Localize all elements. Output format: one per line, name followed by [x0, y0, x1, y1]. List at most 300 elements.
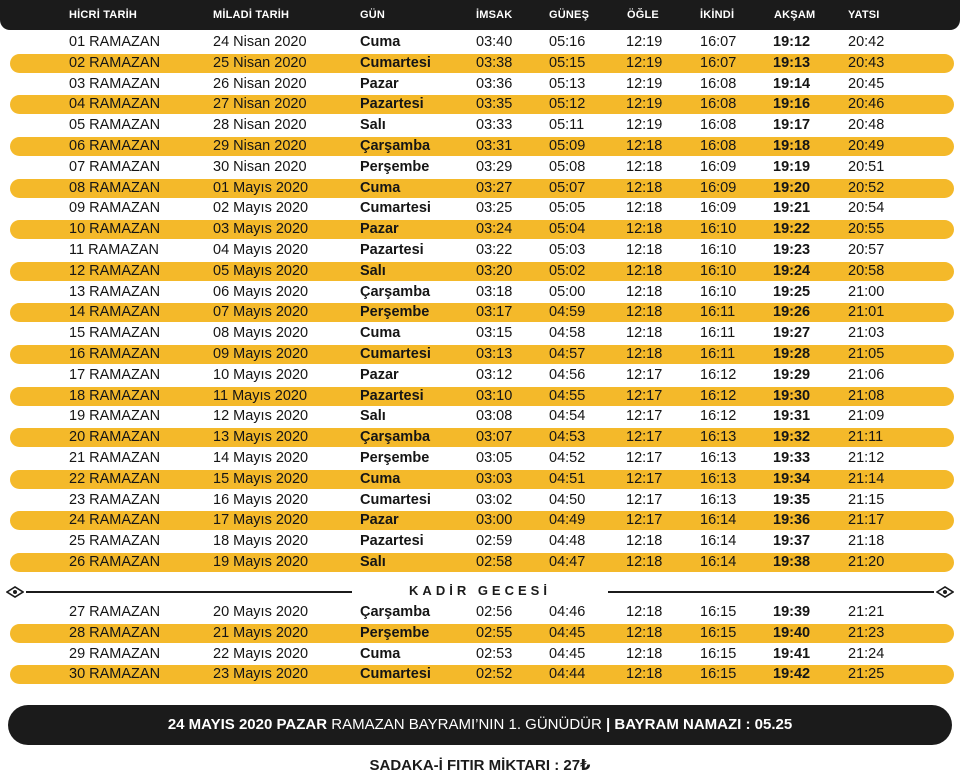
- header-gun: GÜN: [360, 9, 386, 21]
- cell-imsak: 02:52: [476, 666, 513, 683]
- cell-gun: Perşembe: [360, 158, 430, 175]
- cell-miladi: 13 Mayıs 2020: [213, 429, 309, 446]
- table-row: [10, 553, 954, 572]
- cell-gunes: 04:56: [549, 366, 586, 383]
- cell-gunes: 04:52: [549, 450, 586, 466]
- cell-yatsi: 21:18: [848, 533, 885, 550]
- cell-aksam: 19:39: [773, 604, 811, 620]
- cell-gunes: 05:04: [549, 221, 586, 238]
- cell-gunes: 05:08: [549, 158, 586, 175]
- table-row: [10, 199, 954, 218]
- cell-ogle: 12:18: [626, 604, 663, 620]
- cell-hicri: 19 RAMAZAN: [69, 408, 161, 425]
- cell-miladi: 11 Mayıs 2020: [213, 387, 308, 404]
- cell-ogle: 12:18: [626, 346, 663, 362]
- cell-ogle: 12:18: [626, 645, 663, 662]
- table-row: [10, 324, 954, 343]
- cell-gunes: 04:45: [549, 624, 586, 641]
- cell-gun: Pazartesi: [360, 96, 424, 113]
- cell-hicri: 13 RAMAZAN: [69, 283, 161, 300]
- table-row: [10, 137, 954, 156]
- cell-gunes: 05:09: [549, 138, 586, 154]
- header-gunes: GÜNEŞ: [549, 9, 590, 21]
- banner-text: RAMAZAN BAYRAMI’NIN 1. GÜNÜDÜR: [331, 716, 602, 733]
- cell-aksam: 19:35: [773, 491, 811, 508]
- cell-imsak: 03:38: [476, 54, 513, 71]
- cell-hicri: 07 RAMAZAN: [69, 158, 161, 175]
- cell-ikindi: 16:14: [700, 533, 737, 550]
- cell-gunes: 05:16: [549, 34, 586, 50]
- cell-imsak: 03:18: [476, 283, 513, 300]
- cell-hicri: 18 RAMAZAN: [69, 387, 161, 404]
- cell-ikindi: 16:10: [700, 283, 737, 300]
- cell-imsak: 03:27: [476, 179, 513, 196]
- cell-gun: Cuma: [360, 34, 401, 50]
- table-row: [10, 532, 954, 551]
- cell-yatsi: 20:58: [848, 262, 885, 279]
- cell-gun: Cumartesi: [360, 54, 431, 71]
- cell-ogle: 12:18: [626, 666, 663, 683]
- cell-yatsi: 21:20: [848, 554, 885, 570]
- cell-yatsi: 21:17: [848, 512, 885, 529]
- cell-miladi: 20 Mayıs 2020: [213, 604, 309, 620]
- cell-gun: Cuma: [360, 645, 401, 662]
- cell-miladi: 30 Nisan 2020: [213, 158, 307, 175]
- cell-ikindi: 16:08: [700, 75, 737, 92]
- table-row: [10, 158, 954, 177]
- cell-miladi: 22 Mayıs 2020: [213, 645, 309, 662]
- cell-aksam: 19:26: [773, 304, 811, 321]
- cell-yatsi: 21:24: [848, 645, 885, 662]
- cell-imsak: 03:24: [476, 221, 513, 238]
- cell-hicri: 25 RAMAZAN: [69, 533, 161, 550]
- cell-ogle: 12:17: [626, 429, 663, 446]
- cell-gun: Cumartesi: [360, 346, 431, 362]
- cell-ikindi: 16:07: [700, 54, 737, 71]
- cell-yatsi: 21:15: [848, 491, 885, 508]
- table-row: [10, 345, 954, 364]
- table-row: [10, 428, 954, 447]
- cell-imsak: 03:31: [476, 138, 513, 154]
- cell-miladi: 09 Mayıs 2020: [213, 346, 309, 362]
- cell-miladi: 23 Mayıs 2020: [213, 666, 309, 683]
- cell-ikindi: 16:11: [700, 325, 736, 342]
- cell-ogle: 12:19: [626, 75, 663, 92]
- cell-yatsi: 20:55: [848, 221, 885, 238]
- cell-miladi: 05 Mayıs 2020: [213, 262, 309, 279]
- cell-aksam: 19:33: [773, 450, 811, 466]
- cell-imsak: 03:22: [476, 242, 513, 258]
- cell-ikindi: 16:08: [700, 138, 737, 154]
- cell-yatsi: 20:42: [848, 34, 885, 50]
- cell-ogle: 12:18: [626, 554, 663, 570]
- cell-ikindi: 16:15: [700, 645, 737, 662]
- cell-ogle: 12:19: [626, 54, 663, 71]
- cell-imsak: 03:15: [476, 325, 513, 342]
- cell-hicri: 03 RAMAZAN: [69, 75, 161, 92]
- cell-ikindi: 16:12: [700, 387, 737, 404]
- header-yatsi: YATSI: [848, 9, 880, 21]
- cell-miladi: 15 Mayıs 2020: [213, 470, 309, 487]
- cell-ogle: 12:17: [626, 387, 663, 404]
- table-row: [10, 54, 954, 73]
- header-imsak: İMSAK: [476, 9, 513, 21]
- cell-gunes: 04:57: [549, 346, 586, 362]
- cell-yatsi: 21:23: [848, 624, 885, 641]
- cell-hicri: 11 RAMAZAN: [69, 242, 159, 258]
- cell-gunes: 04:45: [549, 645, 586, 662]
- cell-miladi: 07 Mayıs 2020: [213, 304, 309, 321]
- cell-gunes: 05:15: [549, 54, 586, 71]
- table-row: [10, 624, 954, 643]
- cell-imsak: 03:08: [476, 408, 513, 425]
- cell-yatsi: 21:06: [848, 366, 885, 383]
- header-ikindi: İKİNDİ: [700, 9, 735, 21]
- cell-gun: Salı: [360, 554, 386, 570]
- cell-imsak: 03:25: [476, 200, 513, 217]
- cell-aksam: 19:38: [773, 554, 811, 570]
- cell-aksam: 19:13: [773, 54, 811, 71]
- cell-gunes: 04:59: [549, 304, 586, 321]
- cell-aksam: 19:14: [773, 75, 811, 92]
- cell-miladi: 28 Nisan 2020: [213, 117, 307, 134]
- cell-ogle: 12:18: [626, 158, 663, 175]
- cell-hicri: 30 RAMAZAN: [69, 666, 161, 683]
- cell-hicri: 29 RAMAZAN: [69, 645, 161, 662]
- cell-imsak: 02:55: [476, 624, 513, 641]
- cell-miladi: 06 Mayıs 2020: [213, 283, 309, 300]
- cell-ogle: 12:19: [626, 34, 663, 50]
- cell-imsak: 02:56: [476, 604, 513, 620]
- cell-miladi: 04 Mayıs 2020: [213, 242, 309, 258]
- cell-gunes: 04:46: [549, 604, 586, 620]
- cell-hicri: 08 RAMAZAN: [69, 179, 161, 196]
- cell-ikindi: 16:07: [700, 34, 737, 50]
- cell-ogle: 12:18: [626, 325, 663, 342]
- cell-hicri: 15 RAMAZAN: [69, 325, 161, 342]
- cell-aksam: 19:19: [773, 158, 811, 175]
- banner-date: 24 MAYIS 2020 PAZAR: [167, 716, 328, 733]
- cell-imsak: 02:59: [476, 533, 513, 550]
- cell-hicri: 21 RAMAZAN: [69, 450, 161, 466]
- cell-yatsi: 20:48: [848, 117, 885, 134]
- cell-hicri: 27 RAMAZAN: [69, 604, 161, 620]
- cell-aksam: 19:17: [773, 117, 811, 134]
- cell-miladi: 17 Mayıs 2020: [213, 512, 309, 529]
- cell-gun: Salı: [360, 262, 386, 279]
- cell-yatsi: 21:01: [848, 304, 885, 321]
- cell-ogle: 12:18: [626, 624, 663, 641]
- cell-miladi: 14 Mayıs 2020: [213, 450, 309, 466]
- cell-gun: Cuma: [360, 179, 401, 196]
- cell-miladi: 21 Mayıs 2020: [213, 624, 309, 641]
- cell-imsak: 03:20: [476, 262, 513, 279]
- header-miladi: MİLADİ TARİH: [213, 9, 290, 21]
- cell-hicri: 01 RAMAZAN: [69, 34, 161, 50]
- cell-gunes: 04:54: [549, 408, 586, 425]
- cell-gunes: 05:11: [549, 117, 585, 134]
- table-row: [10, 366, 954, 385]
- cell-imsak: 03:10: [476, 387, 513, 404]
- cell-gun: Cuma: [360, 470, 401, 487]
- cell-ikindi: 16:14: [700, 512, 737, 529]
- cell-gun: Pazartesi: [360, 242, 424, 258]
- cell-miladi: 26 Nisan 2020: [213, 75, 307, 92]
- header-hicri: HİCRİ TARİH: [69, 9, 137, 21]
- cell-ikindi: 16:10: [700, 221, 737, 238]
- cell-miladi: 16 Mayıs 2020: [213, 491, 309, 508]
- cell-miladi: 10 Mayıs 2020: [213, 366, 309, 383]
- sadaka-fitir: SADAKA-İ FITIR MİKTARI : 27₺: [369, 757, 591, 774]
- cell-ikindi: 16:08: [700, 117, 737, 134]
- table-row: [10, 665, 954, 684]
- cell-aksam: 19:20: [773, 179, 811, 196]
- cell-hicri: 14 RAMAZAN: [69, 304, 161, 321]
- cell-hicri: 24 RAMAZAN: [69, 512, 161, 529]
- cell-miladi: 25 Nisan 2020: [213, 54, 307, 71]
- cell-yatsi: 20:45: [848, 75, 885, 92]
- table-row: [10, 449, 954, 468]
- cell-hicri: 17 RAMAZAN: [69, 366, 161, 383]
- cell-aksam: 19:18: [773, 138, 811, 154]
- cell-yatsi: 21:05: [848, 346, 885, 362]
- cell-gun: Cumartesi: [360, 491, 431, 508]
- cell-aksam: 19:22: [773, 221, 811, 238]
- cell-ikindi: 16:13: [700, 491, 737, 508]
- cell-gunes: 04:58: [549, 325, 586, 342]
- table-header: [0, 0, 960, 30]
- cell-yatsi: 21:12: [848, 450, 885, 466]
- cell-ikindi: 16:14: [700, 554, 737, 570]
- cell-ogle: 12:17: [626, 512, 663, 529]
- cell-imsak: 03:29: [476, 158, 513, 175]
- kadir-gecesi-divider: [6, 582, 954, 602]
- cell-gun: Pazar: [360, 366, 399, 383]
- cell-ogle: 12:17: [626, 491, 663, 508]
- cell-aksam: 19:29: [773, 366, 811, 383]
- bayram-banner: [8, 705, 952, 745]
- cell-gun: Perşembe: [360, 624, 430, 641]
- cell-ogle: 12:17: [626, 366, 663, 383]
- cell-aksam: 19:23: [773, 242, 811, 258]
- cell-hicri: 28 RAMAZAN: [69, 624, 161, 641]
- cell-ikindi: 16:13: [700, 450, 737, 466]
- cell-yatsi: 20:57: [848, 242, 885, 258]
- cell-yatsi: 20:46: [848, 96, 885, 113]
- cell-imsak: 03:13: [476, 346, 513, 362]
- cell-gunes: 05:13: [549, 75, 586, 92]
- cell-gunes: 04:44: [549, 666, 586, 683]
- cell-ogle: 12:19: [626, 117, 663, 134]
- table-row: [10, 283, 954, 302]
- cell-gun: Cumartesi: [360, 666, 431, 683]
- cell-imsak: 03:02: [476, 491, 513, 508]
- cell-yatsi: 21:25: [848, 666, 885, 683]
- cell-gunes: 04:48: [549, 533, 586, 550]
- cell-ikindi: 16:15: [700, 666, 737, 683]
- cell-aksam: 19:24: [773, 262, 811, 279]
- cell-aksam: 19:28: [773, 346, 811, 362]
- cell-hicri: 05 RAMAZAN: [69, 117, 161, 134]
- divider-label: KADİR GECESİ: [409, 583, 551, 598]
- cell-yatsi: 21:03: [848, 325, 885, 342]
- cell-imsak: 02:58: [476, 554, 513, 570]
- table-row: [10, 75, 954, 94]
- cell-gun: Çarşamba: [360, 138, 431, 154]
- cell-gun: Perşembe: [360, 450, 430, 466]
- cell-ikindi: 16:15: [700, 624, 737, 641]
- table-row: [10, 387, 954, 406]
- cell-hicri: 04 RAMAZAN: [69, 96, 161, 113]
- table-row: [10, 511, 954, 530]
- cell-yatsi: 21:21: [848, 604, 885, 620]
- cell-gunes: 05:05: [549, 200, 586, 217]
- cell-miladi: 12 Mayıs 2020: [213, 408, 309, 425]
- cell-ikindi: 16:10: [700, 242, 737, 258]
- cell-ogle: 12:19: [626, 96, 663, 113]
- cell-miladi: 18 Mayıs 2020: [213, 533, 309, 550]
- cell-ogle: 12:18: [626, 138, 663, 154]
- cell-imsak: 03:36: [476, 75, 513, 92]
- cell-miladi: 27 Nisan 2020: [213, 96, 307, 113]
- cell-gunes: 04:49: [549, 512, 586, 529]
- cell-aksam: 19:12: [773, 34, 811, 50]
- header-aksam: AKŞAM: [774, 9, 816, 21]
- cell-yatsi: 20:54: [848, 200, 885, 217]
- ornament-right-icon: [936, 585, 954, 599]
- cell-gun: Çarşamba: [360, 429, 431, 446]
- table-row: [10, 241, 954, 260]
- cell-gun: Perşembe: [360, 304, 430, 321]
- cell-ogle: 12:17: [626, 408, 663, 425]
- cell-ogle: 12:18: [626, 242, 663, 258]
- cell-aksam: 19:32: [773, 429, 811, 446]
- table-row: [10, 262, 954, 281]
- cell-miladi: 08 Mayıs 2020: [213, 325, 309, 342]
- cell-hicri: 20 RAMAZAN: [69, 429, 161, 446]
- cell-hicri: 26 RAMAZAN: [69, 554, 161, 570]
- cell-yatsi: 20:52: [848, 179, 885, 196]
- cell-gun: Çarşamba: [360, 604, 431, 620]
- cell-hicri: 23 RAMAZAN: [69, 491, 161, 508]
- cell-ikindi: 16:15: [700, 604, 737, 620]
- cell-hicri: 09 RAMAZAN: [69, 200, 161, 217]
- cell-ogle: 12:18: [626, 179, 663, 196]
- table-row: [10, 470, 954, 489]
- header-ogle: ÖĞLE: [627, 9, 659, 21]
- cell-ogle: 12:18: [626, 283, 663, 300]
- cell-gun: Çarşamba: [360, 283, 431, 300]
- cell-imsak: 03:00: [476, 512, 513, 529]
- cell-yatsi: 20:51: [848, 158, 885, 175]
- cell-gun: Pazar: [360, 221, 399, 238]
- cell-ikindi: 16:09: [700, 200, 737, 217]
- cell-aksam: 19:30: [773, 387, 811, 404]
- cell-gun: Pazartesi: [360, 387, 424, 404]
- cell-ogle: 12:17: [626, 470, 663, 487]
- cell-ikindi: 16:12: [700, 366, 737, 383]
- cell-ikindi: 16:10: [700, 262, 737, 279]
- cell-imsak: 03:33: [476, 117, 513, 134]
- cell-gunes: 04:51: [549, 470, 586, 487]
- cell-gunes: 05:12: [549, 96, 586, 113]
- cell-imsak: 03:07: [476, 429, 513, 446]
- cell-aksam: 19:27: [773, 325, 811, 342]
- table-row: [10, 116, 954, 135]
- cell-ogle: 12:18: [626, 533, 663, 550]
- cell-ikindi: 16:13: [700, 429, 737, 446]
- cell-hicri: 12 RAMAZAN: [69, 262, 161, 279]
- cell-aksam: 19:16: [773, 96, 811, 113]
- cell-yatsi: 21:11: [848, 429, 884, 446]
- cell-gunes: 05:00: [549, 283, 586, 300]
- cell-gun: Salı: [360, 117, 386, 134]
- cell-ikindi: 16:09: [700, 179, 737, 196]
- cell-aksam: 19:40: [773, 624, 811, 641]
- cell-gunes: 05:02: [549, 262, 586, 279]
- cell-ikindi: 16:12: [700, 408, 737, 425]
- cell-yatsi: 21:14: [848, 470, 885, 487]
- table-row: [10, 33, 954, 52]
- cell-gun: Cuma: [360, 325, 401, 342]
- cell-ogle: 12:18: [626, 221, 663, 238]
- table-row: [10, 95, 954, 114]
- cell-gun: Cumartesi: [360, 200, 431, 217]
- cell-imsak: 02:53: [476, 645, 513, 662]
- cell-imsak: 03:12: [476, 366, 513, 383]
- cell-hicri: 06 RAMAZAN: [69, 138, 161, 154]
- banner-separator: |: [606, 716, 611, 733]
- cell-miladi: 01 Mayıs 2020: [213, 179, 309, 196]
- cell-imsak: 03:35: [476, 96, 513, 113]
- cell-ikindi: 16:08: [700, 96, 737, 113]
- cell-ikindi: 16:13: [700, 470, 737, 487]
- cell-imsak: 03:40: [476, 34, 513, 50]
- cell-hicri: 22 RAMAZAN: [69, 470, 161, 487]
- cell-miladi: 24 Nisan 2020: [213, 34, 307, 50]
- cell-ogle: 12:18: [626, 200, 663, 217]
- cell-miladi: 19 Mayıs 2020: [213, 554, 309, 570]
- cell-hicri: 02 RAMAZAN: [69, 54, 161, 71]
- cell-yatsi: 21:09: [848, 408, 885, 425]
- cell-imsak: 03:03: [476, 470, 513, 487]
- cell-aksam: 19:25: [773, 283, 811, 300]
- cell-aksam: 19:21: [773, 200, 811, 217]
- cell-gunes: 04:53: [549, 429, 586, 446]
- table-row: [10, 220, 954, 239]
- cell-gunes: 04:55: [549, 387, 586, 404]
- divider-line-right: [608, 591, 934, 593]
- table-row: [10, 303, 954, 322]
- cell-ikindi: 16:09: [700, 158, 737, 175]
- cell-ogle: 12:17: [626, 450, 663, 466]
- table-row: [10, 407, 954, 426]
- cell-hicri: 16 RAMAZAN: [69, 346, 161, 362]
- cell-aksam: 19:42: [773, 666, 811, 683]
- cell-miladi: 02 Mayıs 2020: [213, 200, 309, 217]
- cell-gun: Pazar: [360, 75, 399, 92]
- cell-yatsi: 20:49: [848, 138, 885, 154]
- table-row: [10, 603, 954, 622]
- table-row: [10, 491, 954, 510]
- cell-yatsi: 21:00: [848, 283, 885, 300]
- cell-miladi: 29 Nisan 2020: [213, 138, 307, 154]
- cell-yatsi: 21:08: [848, 387, 885, 404]
- cell-imsak: 03:17: [476, 304, 513, 321]
- cell-imsak: 03:05: [476, 450, 513, 466]
- cell-gunes: 04:47: [549, 554, 586, 570]
- cell-aksam: 19:41: [773, 645, 811, 662]
